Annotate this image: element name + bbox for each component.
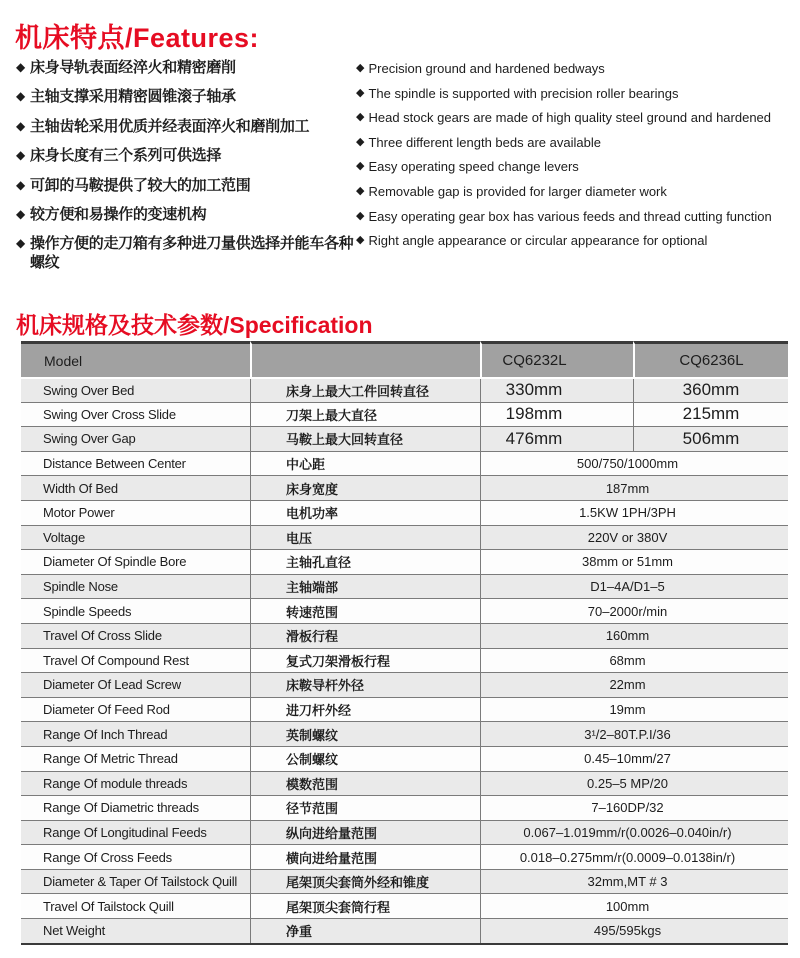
feature-item <box>16 176 356 205</box>
cell-value-merged-text: 32mm,MT # 3 <box>587 874 668 890</box>
cell-spec-name-en-text: Diameter Of Feed Rod <box>43 702 170 718</box>
cell-spec-name-en-text: Spindle Speeds <box>43 603 132 619</box>
cell-value-merged <box>480 919 788 943</box>
cell-spec-name-en-text: Swing Over Cross Slide <box>43 406 176 422</box>
feature-text: Right angle appearance or circular appearance for optional <box>368 233 708 249</box>
table-row <box>21 795 788 820</box>
cell-value-merged-text: 187mm <box>605 480 650 496</box>
diamond-bullet-icon: ◆ <box>16 89 25 104</box>
cell-spec-name-cn-text: 径节范围 <box>286 801 339 817</box>
table-row <box>21 893 788 918</box>
cell-spec-name-en <box>21 894 250 918</box>
header-model-label <box>21 341 250 377</box>
cell-spec-name-en-text: Travel Of Tailstock Quill <box>43 898 174 914</box>
feature-item <box>16 58 356 87</box>
feature-text: The spindle is supported with precision roller bearings <box>368 85 679 101</box>
table-row <box>21 844 788 869</box>
cell-spec-name-en <box>21 796 250 820</box>
cell-spec-name-cn-text: 尾架顶尖套筒外经和锥度 <box>286 875 430 891</box>
cell-value-merged <box>480 772 788 796</box>
cell-spec-name-cn-text: 床身宽度 <box>286 481 339 497</box>
cell-value-merged <box>480 575 788 599</box>
cell-value-merged <box>480 747 788 771</box>
cell-spec-name-cn <box>250 501 480 525</box>
cell-value-merged-text: 220V or 380V <box>587 529 668 545</box>
table-row <box>21 820 788 845</box>
cell-spec-name-cn-text: 电机功率 <box>286 506 339 522</box>
cell-spec-name-cn <box>250 698 480 722</box>
table-row <box>21 623 788 648</box>
header-model-1-text: CQ6232L <box>502 352 567 369</box>
cell-value-merged <box>480 649 788 673</box>
cell-value-merged <box>480 796 788 820</box>
feature-item <box>16 117 356 146</box>
cell-value-model2-text: 506mm <box>682 428 740 448</box>
features-title: 机床特点/Features: <box>15 23 260 53</box>
cell-value-merged-text: 22mm <box>609 677 646 693</box>
table-row <box>21 475 788 500</box>
cell-value-merged-text: 0.25–5 MP/20 <box>587 775 668 791</box>
cell-spec-name-en <box>21 452 250 476</box>
table-row <box>21 746 788 771</box>
feature-item <box>16 234 356 272</box>
diamond-bullet-icon: ◆ <box>356 135 365 148</box>
cell-value-model2 <box>633 403 788 427</box>
cell-spec-name-en-text: Swing Over Gap <box>43 431 136 447</box>
cell-spec-name-cn-text: 床鞍导杆外径 <box>286 678 365 694</box>
cell-spec-name-en <box>21 722 250 746</box>
cell-value-merged-text: 68mm <box>609 652 646 668</box>
cell-spec-name-en-text: Travel Of Compound Rest <box>43 652 189 668</box>
cell-spec-name-cn-text: 模数范围 <box>286 776 339 792</box>
cell-spec-name-en <box>21 919 250 943</box>
feature-item <box>16 205 356 234</box>
header-model-label-text: Model <box>44 352 83 369</box>
cell-value-model2 <box>633 427 788 451</box>
feature-text: 床身导轨表面经淬火和精密磨削 <box>29 59 236 76</box>
cell-spec-name-en <box>21 501 250 525</box>
cell-spec-name-cn-text: 滑板行程 <box>286 629 339 645</box>
header-spacer-cell <box>250 341 480 377</box>
feature-item <box>16 87 356 116</box>
cell-spec-name-en <box>21 379 250 402</box>
cell-spec-name-en-text: Net Weight <box>43 923 106 939</box>
cell-value-merged-text: 100mm <box>605 898 650 914</box>
cell-spec-name-cn-text: 横向进给量范围 <box>286 850 378 866</box>
table-row <box>21 426 788 451</box>
cell-spec-name-en <box>21 821 250 845</box>
table-row <box>21 451 788 476</box>
cell-value-merged <box>480 894 788 918</box>
cell-spec-name-cn-text: 复式刀架滑板行程 <box>286 653 391 669</box>
cell-value-merged-text: 160mm <box>605 628 650 644</box>
table-row <box>21 500 788 525</box>
feature-text: Three different length beds are available <box>368 134 601 150</box>
cell-spec-name-en <box>21 599 250 623</box>
diamond-bullet-icon: ◆ <box>356 111 365 124</box>
cell-spec-name-en-text: Range Of Diametric threads <box>43 800 199 816</box>
cell-spec-name-cn-text: 净重 <box>286 924 313 940</box>
table-row <box>21 771 788 796</box>
feature-item <box>356 232 792 257</box>
cell-value-merged <box>480 501 788 525</box>
feature-text: Removable gap is provided for larger diameter work <box>368 183 667 199</box>
cell-value-model1 <box>480 427 633 451</box>
cell-spec-name-en <box>21 476 250 500</box>
feature-item <box>356 208 792 233</box>
cell-spec-name-cn-text: 主轴孔直径 <box>286 555 352 571</box>
diamond-bullet-icon: ◆ <box>356 62 365 74</box>
cell-spec-name-cn <box>250 845 480 869</box>
cell-value-model1-text: 330mm <box>505 380 563 400</box>
cell-value-merged <box>480 698 788 722</box>
diamond-bullet-icon: ◆ <box>16 60 25 74</box>
cell-spec-name-en <box>21 624 250 648</box>
cell-spec-name-cn-text: 马鞍上最大回转直径 <box>286 432 404 448</box>
cell-spec-name-cn <box>250 722 480 746</box>
cell-value-merged <box>480 870 788 894</box>
cell-spec-name-cn <box>250 919 480 943</box>
table-row <box>21 377 788 402</box>
cell-spec-name-cn-text: 转速范围 <box>286 604 339 620</box>
cell-spec-name-cn-text: 公制螺纹 <box>286 752 339 768</box>
cell-spec-name-en-text: Range Of module threads <box>43 775 188 791</box>
cell-value-merged-text: 7–160DP/32 <box>591 800 664 816</box>
cell-spec-name-cn <box>250 894 480 918</box>
cell-spec-name-en-text: Diameter & Taper Of Tailstock Quill <box>43 874 238 890</box>
cell-value-model1-text: 198mm <box>505 404 563 424</box>
feature-text: Easy operating speed change levers <box>368 159 579 175</box>
cell-spec-name-en-text: Range Of Cross Feeds <box>43 849 172 865</box>
table-row <box>21 697 788 722</box>
cell-spec-name-en-text: Range Of Metric Thread <box>43 751 178 767</box>
cell-value-model2-text: 360mm <box>682 380 740 400</box>
cell-value-merged-text: D1–4A/D1–5 <box>590 579 665 595</box>
cell-value-model2 <box>633 379 788 402</box>
cell-value-merged-text: 3¹/2–80T.P.I/36 <box>584 726 671 742</box>
cell-spec-name-en <box>21 747 250 771</box>
cell-spec-name-cn <box>250 747 480 771</box>
cell-value-merged <box>480 722 788 746</box>
table-row <box>21 869 788 894</box>
cell-spec-name-cn-text: 床身上最大工件回转直径 <box>286 383 430 399</box>
table-row <box>21 402 788 427</box>
feature-text: 操作方便的走刀箱有多种进刀量供选择并能车各种螺纹 <box>29 235 354 272</box>
cell-spec-name-cn <box>250 599 480 623</box>
feature-item <box>16 146 356 175</box>
cell-value-merged <box>480 821 788 845</box>
table-row <box>21 525 788 550</box>
table-row <box>21 648 788 673</box>
cell-spec-name-en <box>21 550 250 574</box>
cell-value-model1 <box>480 403 633 427</box>
cell-value-model1-text: 476mm <box>505 428 563 448</box>
cell-value-merged-text: 70–2000r/min <box>587 603 668 619</box>
diamond-bullet-icon: ◆ <box>16 236 25 251</box>
cell-spec-name-en <box>21 403 250 427</box>
cell-spec-name-cn <box>250 526 480 550</box>
feature-text: 可卸的马鞍提供了较大的加工范围 <box>29 176 251 194</box>
cell-spec-name-en-text: Spindle Nose <box>43 579 118 595</box>
feature-item <box>356 109 792 134</box>
cell-spec-name-cn <box>250 772 480 796</box>
cell-value-merged <box>480 476 788 500</box>
cell-spec-name-en-text: Voltage <box>43 529 85 545</box>
table-row <box>21 549 788 574</box>
cell-spec-name-cn <box>250 796 480 820</box>
cell-value-merged <box>480 845 788 869</box>
cell-value-model1 <box>480 379 633 402</box>
cell-spec-name-cn <box>250 427 480 451</box>
feature-text: Easy operating gear box has various feeds and thread cutting function <box>368 208 772 224</box>
feature-text: Head stock gears are made of high quality steel ground and hardened <box>368 110 772 126</box>
table-row <box>21 918 788 943</box>
features-list-en <box>356 60 792 257</box>
cell-spec-name-en-text: Range Of Longitudinal Feeds <box>43 824 207 840</box>
cell-spec-name-en <box>21 575 250 599</box>
cell-spec-name-cn <box>250 624 480 648</box>
feature-item <box>356 134 792 159</box>
cell-spec-name-cn-text: 电压 <box>286 530 313 546</box>
cell-spec-name-en <box>21 673 250 697</box>
cell-spec-name-cn-text: 尾架顶尖套筒行程 <box>286 899 391 915</box>
feature-item <box>356 158 792 183</box>
cell-spec-name-cn-text: 主轴端部 <box>286 580 339 596</box>
cell-spec-name-en-text: Distance Between Center <box>43 456 186 472</box>
feature-text: 床身长度有三个系列可供选择 <box>29 147 222 165</box>
cell-spec-name-cn <box>250 452 480 476</box>
cell-spec-name-en <box>21 772 250 796</box>
cell-spec-name-en-text: Travel Of Cross Slide <box>43 628 162 644</box>
cell-spec-name-en <box>21 870 250 894</box>
diamond-bullet-icon: ◆ <box>356 86 365 99</box>
cell-value-merged <box>480 599 788 623</box>
cell-spec-name-en-text: Swing Over Bed <box>43 382 135 398</box>
table-row <box>21 721 788 746</box>
cell-spec-name-en-text: Width Of Bed <box>43 480 118 496</box>
cell-spec-name-en-text: Diameter Of Spindle Bore <box>43 554 187 570</box>
cell-spec-name-cn <box>250 550 480 574</box>
features-list-cn <box>16 58 356 272</box>
cell-value-merged-text: 0.067–1.019mm/r(0.0026–0.040in/r) <box>523 824 732 840</box>
cell-value-merged-text: 495/595kgs <box>593 923 662 939</box>
cell-spec-name-cn <box>250 575 480 599</box>
cell-spec-name-cn <box>250 649 480 673</box>
specification-title: 机床规格及技术参数/Specification <box>16 312 373 338</box>
cell-spec-name-en-text: Motor Power <box>43 505 115 521</box>
diamond-bullet-icon: ◆ <box>356 209 365 222</box>
cell-spec-name-en <box>21 845 250 869</box>
cell-spec-name-cn <box>250 821 480 845</box>
cell-value-merged-text: 1.5KW 1PH/3PH <box>579 505 676 521</box>
cell-spec-name-cn-text: 中心距 <box>286 457 326 473</box>
cell-spec-name-en <box>21 526 250 550</box>
header-model-1 <box>480 341 633 377</box>
table-row <box>21 574 788 599</box>
diamond-bullet-icon: ◆ <box>356 184 365 197</box>
cell-value-merged <box>480 526 788 550</box>
feature-item <box>356 60 792 85</box>
feature-item <box>356 183 792 208</box>
table-row <box>21 598 788 623</box>
cell-spec-name-cn <box>250 673 480 697</box>
cell-value-merged-text: 19mm <box>609 702 646 718</box>
cell-spec-name-cn <box>250 403 480 427</box>
specification-table <box>21 341 788 945</box>
cell-value-merged-text: 0.45–10mm/27 <box>584 751 671 767</box>
diamond-bullet-icon: ◆ <box>16 148 25 163</box>
feature-text: 较方便和易操作的变速机构 <box>29 205 207 223</box>
cell-value-merged-text: 0.018–0.275mm/r(0.0009–0.0138in/r) <box>519 849 736 865</box>
cell-spec-name-en-text: Diameter Of Lead Screw <box>43 677 181 693</box>
cell-spec-name-en <box>21 698 250 722</box>
cell-spec-name-cn <box>250 379 480 402</box>
cell-value-merged-text: 500/750/1000mm <box>576 456 679 472</box>
cell-value-merged <box>480 673 788 697</box>
table-row <box>21 672 788 697</box>
cell-spec-name-cn <box>250 476 480 500</box>
feature-text: 主轴齿轮采用优质并经表面淬火和磨削加工 <box>29 117 310 135</box>
cell-value-merged-text: 38mm or 51mm <box>581 554 674 570</box>
cell-spec-name-en <box>21 427 250 451</box>
table-header-row <box>21 341 788 377</box>
diamond-bullet-icon: ◆ <box>16 206 25 221</box>
cell-spec-name-cn-text: 刀架上最大直径 <box>286 407 378 423</box>
cell-value-merged <box>480 550 788 574</box>
header-model-2 <box>633 341 788 377</box>
table-body <box>21 377 788 945</box>
cell-spec-name-cn-text: 进刀杆外经 <box>286 703 352 719</box>
cell-spec-name-cn-text: 英制螺纹 <box>286 727 339 743</box>
cell-value-merged <box>480 624 788 648</box>
header-model-2-text: CQ6236L <box>679 352 744 369</box>
feature-text: Precision ground and hardened bedways <box>368 61 605 76</box>
diamond-bullet-icon: ◆ <box>356 160 365 173</box>
cell-value-model2-text: 215mm <box>682 404 740 424</box>
feature-item <box>356 85 792 110</box>
cell-spec-name-en <box>21 649 250 673</box>
cell-spec-name-cn-text: 纵向进给量范围 <box>286 825 378 841</box>
feature-text: 主轴支撑采用精密圆锥滚子轴承 <box>29 88 236 106</box>
cell-spec-name-en-text: Range Of Inch Thread <box>43 726 168 742</box>
diamond-bullet-icon: ◆ <box>356 234 365 247</box>
cell-spec-name-cn <box>250 870 480 894</box>
diamond-bullet-icon: ◆ <box>16 118 25 133</box>
diamond-bullet-icon: ◆ <box>16 177 25 192</box>
cell-value-merged <box>480 452 788 476</box>
